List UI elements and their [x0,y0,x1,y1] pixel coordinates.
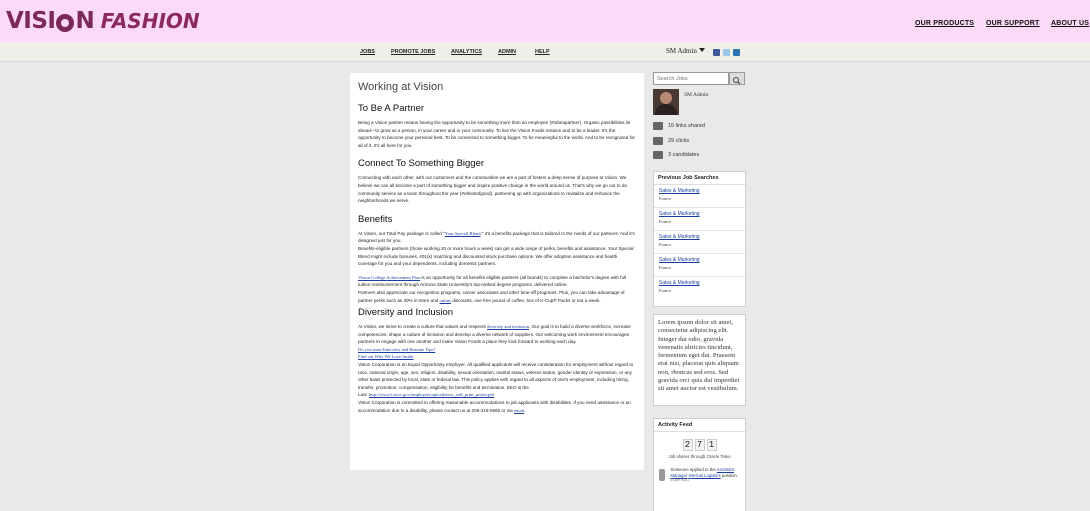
subnav-analytics[interactable]: ANALYTICS [451,49,482,55]
facebook-icon[interactable] [713,49,720,56]
admin-name: SM Admin [684,92,709,98]
text: Someone applied to the [670,467,717,472]
list-item [654,208,745,231]
section-body [358,230,636,245]
previous-searches-panel [653,171,746,307]
section-body [358,391,636,399]
counter-digit: 1 [707,439,717,451]
your-special-blend-link[interactable]: Your Special Blend [444,230,481,236]
college-achievement-plan-link[interactable]: Vision College Achievement Plan [358,274,421,280]
why-we-love-link[interactable]: Find out Why We Love Inside [358,354,414,360]
section-body [358,289,636,304]
text: ," it's a benefits package that is tailored to the needs of our partners. And it's designed just for you. [358,230,635,244]
text: . [524,407,526,413]
section-diversity [358,307,636,414]
counter-caption: Job shares through Oracle Taleo [668,454,731,459]
previous-search-link[interactable]: Sales & Marketing [659,234,700,240]
user-menu[interactable] [666,47,705,55]
section-body [358,274,636,289]
person-icon [653,151,663,159]
location-label: France [659,265,672,270]
logo-fashion-text: FASHION [100,9,200,33]
section-connect [358,158,636,204]
text: Law: [358,392,369,398]
avatar [653,89,679,115]
section-to-be-a-partner [358,103,636,149]
lorem-panel [653,314,746,406]
eeoc-poster-link[interactable]: http://www1.eeoc.gov/employers/upload/eeoc_self_print_poster.pdf [368,392,495,398]
main-content [350,73,644,470]
text: Vision Corporation is committed to offering reasonable accommodations to job applicants with disabilities. If you need assistance or an accommodation due to a disability, please contact us at 206-318-0660 or via [358,400,631,413]
location-label: France [659,219,672,224]
assistant-manager-link[interactable]: Assistant Manager [670,467,735,478]
text: is an opportunity for all benefits eligible partners (all brands) to complete a bachelor's degree with full tuition reimbursement through Arizona State University's top-ranked degree programs, delivered online. [358,274,627,288]
section-heading: Diversity and Inclusion [358,307,454,319]
section-body: Benefits-eligible partners (those working 20 or more hours a week) can get a wide range of perks, benefits and assistance. Your Special Blend might include bonuses, 401(k) matching and discounted stock purchase options. We offer adoption assistance and health coverage for you and your dependents, including domestic partners. [358,245,634,267]
linkedin-icon[interactable] [733,49,740,56]
section-body [358,323,636,346]
lorem-text: Lorem ipsum dolor sit amet, consectetur adipiscing elit. Integer dui odio, gravida venenatis ultricies tincidunt, fermentum eget dui. Praesent erat nisi, placerat quis aliquam non, rhoncus sed eros. Sed gravida orci quis dui imperdiet sit amet auctor est vestibulum. [658,319,740,393]
panel-title: Previous Job Searches [654,172,745,185]
section-body: Being a Vision partner means having the opportunity to be something more than an employee (#tobeapartner). Organic possibilities lie ahead—to grow as a person, in your career and in your community. To live the Vision Foods mission and to be a leader. It's the opportunity to become your personal best. To be connected to something bigger. To be meaningful to the world. And to be recognized for all of it. It's all here for you. [358,120,635,148]
email-link[interactable]: email [513,407,525,413]
text: At Vision, we strive to create a culture that values and respects [358,324,488,330]
counter-digit: 7 [695,439,705,451]
logo-vision-n: N [75,8,95,34]
location-label: France [659,242,672,247]
vision-fashion-logo[interactable] [6,6,200,36]
nav-about-us[interactable]: ABOUT US [1051,20,1090,27]
logo-vision-text: VISI [6,8,56,34]
nav-our-products[interactable]: OUR PRODUCTS [915,20,975,27]
subnav-admin[interactable]: ADMIN [498,49,517,55]
job-search [653,72,745,85]
stat-links-shared [653,121,705,131]
stat-clicks [653,136,689,146]
text: . Our goal is to build a diverse workforce, increase competencies, shape a culture of inclusion and develop a diverse network of suppliers. Our welcoming work environment encourages partners to engage with one another and make Vision Foods a place they look forward to working each day. [358,324,631,345]
previous-search-link[interactable]: Sales & Marketing [659,211,700,217]
section-body: Vision Corporation is an Equal Opportunity employer. All qualified applicants will receive consideration for employment without regard to race, national origin, age, sex, religion, disability, sexual orientation, marital status, veteran status, gender identity or expression, or any other basis protected by local, state or federal law. This policy applies with regard to all aspects of one's employment, including hiring, transfer, promotion, compensation, eligibility for benefits and termination. EEO is the [358,362,634,390]
person-icon [659,469,665,481]
twitter-icon[interactable] [723,49,730,56]
text: position. [720,472,738,478]
location-label: France [659,288,672,293]
previous-search-link[interactable]: Sales & Marketing [659,188,700,194]
section-benefits [358,214,636,304]
feed-text [670,467,740,478]
text: discounts, one free pound of coffee, box of K-Cup® Packs or tea a week. [450,297,601,303]
text: At Vision, our Total Pay package is called " [358,230,445,236]
section-body: Connecting with each other, with our customers and the communities we are a part of fosters a deep sense of purpose at Vision. We believe we can all become a part of something bigger and inspire positive change in the world around us. That's why we go out to do community service as a team throughout the year (#ethestofgood), partnering up with organizations to revitalize and enhance the neighborhoods we serve. [358,175,627,204]
stat-label: 3 candidates [668,152,700,158]
counter-digit: 2 [683,439,693,451]
search-input[interactable] [653,72,729,85]
chevron-down-icon [699,48,705,52]
subnav-promote-jobs[interactable]: PROMOTE JOBS [391,49,436,55]
section-heading: To Be A Partner [358,103,425,114]
cursor-icon [653,137,663,145]
internal-logistics-link[interactable]: Internal Logistics [688,472,721,478]
feed-item [654,467,745,482]
logo-o-mark [56,14,74,32]
list-item [654,254,745,277]
sub-navigation [0,42,1090,62]
stat-label: 29 clicks [668,138,690,144]
section-heading: Benefits [358,213,393,225]
online-link[interactable]: online [439,297,451,303]
share-counter [654,439,745,451]
page-title: Working at Vision [358,81,444,93]
stat-label: 16 links shared [668,123,705,129]
location-label: France [659,196,672,201]
share-icon [653,122,663,130]
panel-title: Activity Feed [654,419,745,432]
list-item [654,185,745,208]
section-body [358,399,636,414]
subnav-jobs[interactable]: JOBS [360,49,375,55]
stat-candidates [653,150,699,160]
diversity-inclusion-link[interactable]: diversity and inclusion [487,324,529,330]
list-item [654,231,745,254]
nav-our-support[interactable]: OUR SUPPORT [986,20,1040,27]
search-icon [730,75,744,86]
list-item [654,277,745,300]
search-button[interactable] [729,72,745,85]
previous-search-link[interactable]: Sales & Marketing [659,257,700,263]
previous-search-link[interactable]: Sales & Marketing [659,280,700,286]
interview-tips-link[interactable]: Do you want Interview and Resume Tips? [358,346,436,352]
site-header [0,0,1090,42]
feed-timestamp: 1 DAY AGO [670,478,690,483]
text: Partners also appreciate our recognition programs, career associates and other time-off programs. Plus, you can take advantage of partner perks such as 30% in-store and [358,289,625,303]
section-heading: Connect To Something Bigger [358,158,485,170]
activity-feed-panel [653,418,746,511]
subnav-help[interactable]: HELP [535,49,550,55]
user-menu-name: SM Admin [666,47,697,55]
